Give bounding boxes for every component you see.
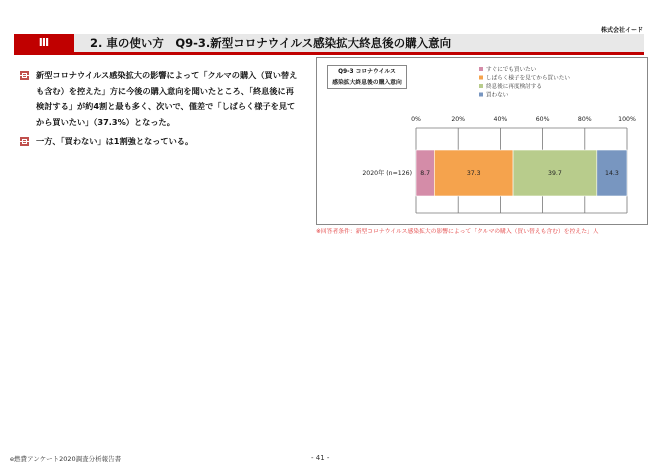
x-tick-label: 60% xyxy=(535,116,550,123)
stacked-bar-chart xyxy=(316,57,648,225)
x-tick-label: 100% xyxy=(618,116,636,123)
data-label: 14.3 xyxy=(605,170,619,177)
chart-title xyxy=(327,65,407,89)
legend-swatch xyxy=(479,93,483,97)
x-tick-label: 20% xyxy=(451,116,466,123)
legend-label: 終息後に再度検討する xyxy=(486,84,542,90)
title-bar xyxy=(14,34,644,55)
legend-label: しばらく様子を見てから買いたい xyxy=(486,75,570,82)
chart-title-line: 感染拡大終息後の購入意向 xyxy=(332,80,402,86)
legend-swatch xyxy=(479,67,483,71)
bullet-text: 新型コロナウイルス感染拡大の影響によって「クルマの購入（買い替えも含む）を控えた」方に今後の購入意向を聞いたところ、「終息後に再検討する」が約4割と最も多く、次いで、僅差で「しばらく様子を見てから買いたい」（37.3%）となった。 xyxy=(36,70,298,127)
report-name: e燃費アンケート2020調査分析報告書 xyxy=(10,455,122,463)
page-number: - 41 - xyxy=(311,454,330,462)
bullet-item xyxy=(20,68,302,130)
legend-label: すぐにでも買いたい xyxy=(486,67,537,73)
data-label: 39.7 xyxy=(548,170,562,177)
x-tick-label: 0% xyxy=(411,116,421,123)
respondent-note: ※回答者条件：新型コロナウイルス感染拡大の影響によって「クルマの購入（買い替えも含む）を控えた」人 xyxy=(316,229,599,235)
data-label: 8.7 xyxy=(420,170,431,177)
legend-swatch xyxy=(479,84,483,88)
page-title: 2. 車の使い方 Q9-3.新型コロナウイルス感染拡大終息後の購入意向 xyxy=(90,36,452,50)
category-label: 2020年 (n=126) xyxy=(362,170,412,177)
x-tick-label: 80% xyxy=(577,116,592,123)
bullet-item xyxy=(20,134,302,150)
legend-swatch xyxy=(479,76,483,80)
legend-label: 買わない xyxy=(486,92,509,99)
chart-title-line: Q9-3 コロナウイルス xyxy=(338,69,396,75)
bullet-icon xyxy=(20,71,29,80)
company-name: 株式会社イード xyxy=(600,27,643,34)
bullet-text: 一方、「買わない」は1割強となっている。 xyxy=(36,136,194,147)
x-tick-label: 40% xyxy=(493,116,508,123)
bullet-list xyxy=(20,68,302,150)
bullet-icon xyxy=(20,137,29,146)
section-number: Ⅲ xyxy=(14,34,74,52)
data-label: 37.3 xyxy=(466,170,481,177)
